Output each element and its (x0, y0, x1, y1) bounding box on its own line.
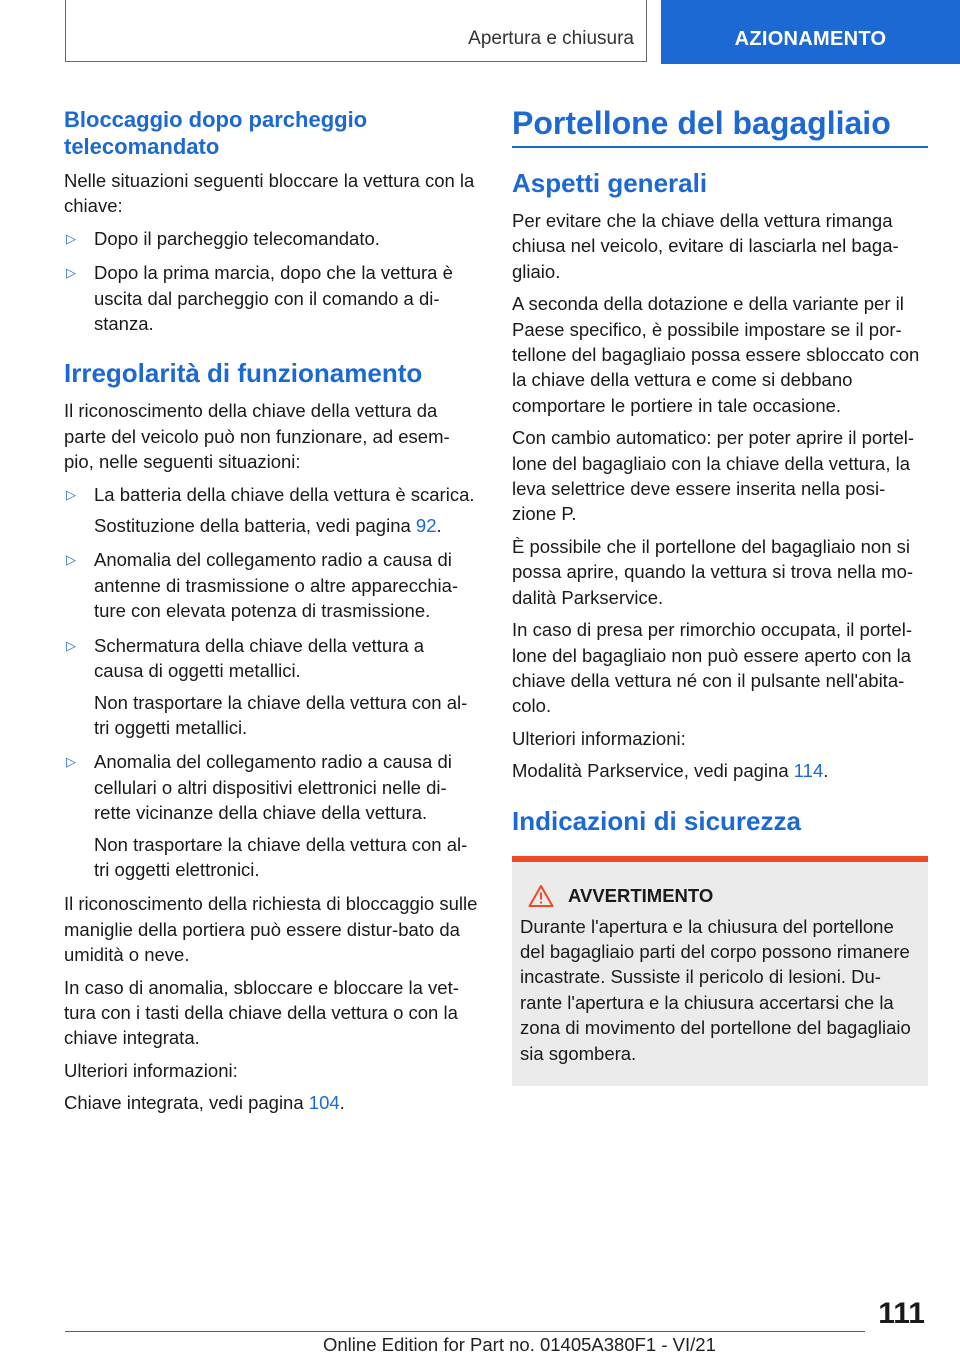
heading-safety: Indicazioni di sicurezza (512, 805, 801, 836)
bullet-triangle-icon: ▷ (66, 637, 76, 653)
chapter-tab[interactable]: AZIONAMENTO (661, 0, 960, 64)
paragraph: A seconda della dotazione e della variante per il Paese specifico, è possibile impostare se il por-tellone del bagagliaio possa essere sbloccato con la chiave della vettura e come si debbano comportare le portiere in tale occasione. (512, 293, 920, 416)
bullet-triangle-icon: ▷ (66, 754, 76, 770)
footer-divider (65, 1331, 865, 1332)
heading-malfunction: Irregolarità di funzionamento (64, 358, 423, 389)
warning-triangle-icon (528, 884, 554, 908)
bullet-list (64, 226, 478, 337)
page-link[interactable]: 92 (415, 515, 437, 537)
right-column (512, 100, 928, 1086)
page-link[interactable]: 114 (793, 760, 824, 782)
paragraph: Modalità Parkservice, vedi pagina 114. (512, 760, 829, 782)
heading-remote-parking: Bloccaggio dopo parcheggio telecomandato (64, 107, 368, 159)
paragraph: Ulteriori informazioni: (64, 1059, 238, 1081)
bullet-triangle-icon: ▷ (66, 552, 76, 568)
paragraph: Ulteriori informazioni: (512, 727, 686, 749)
paragraph: Il riconoscimento della richiesta di bloccaggio sulle maniglie della portiera può essere distur-bato da umidità o neve. (64, 893, 478, 966)
bullet-triangle-icon: ▷ (66, 486, 76, 502)
list-item: ▷ Anomalia del collegamento radio a causa di antenne di trasmissione o altre apparecchia-ture con elevata potenza di trasmissione. (66, 549, 459, 622)
sub-paragraph: Non trasportare la chiave della vettura con al-tri oggetti elettronici. (94, 833, 468, 880)
bullet-list (64, 482, 478, 883)
sub-paragraph: Sostituzione della batteria, vedi pagina 92. (94, 515, 442, 537)
list-item: ▷ Anomalia del collegamento radio a causa di cellulari o altri dispositivi elettronici nelle di-rette vicinanze della chiave della vettura. Non trasportare la chiave della vettura con al-tri oggetti elettronici. (64, 749, 478, 882)
paragraph: Con cambio automatico: per poter aprire il portel-lone del bagagliaio con la chiave della vettura, la leva selettrice deve essere inserita nella posi-zione P. (512, 427, 915, 525)
bullet-triangle-icon: ▷ (66, 265, 76, 281)
list-item: ▷ Dopo la prima marcia, dopo che la vettura è uscita dal parcheggio con il comando a di-stanza. (66, 262, 453, 335)
paragraph: In caso di presa per rimorchio occupata, il portel-lone del bagagliaio non può essere aperto con la chiave della vettura né con il pulsante nell'abita-colo. (512, 619, 912, 717)
paragraph: In caso di anomalia, sbloccare e bloccare la vet-tura con i tasti della chiave della vettura o con la chiave integrata. (64, 976, 459, 1049)
warning-title: AVVERTIMENTO (568, 884, 714, 906)
page-number: 111 (878, 1297, 925, 1330)
footer-edition: Online Edition for Part no. 01405A380F1 - VI/21 (323, 1334, 716, 1355)
warning-text: Durante l'apertura e la chiusura del portellone del bagagliaio parti del corpo possono rimanere incastrate. Sussiste il pericolo di lesioni. Du-rante l'apertura e la chiusura accertarsi che la zona di movimento del portellone del bagagliaio sia sgombera. (520, 915, 911, 1064)
heading-tailgate: Portellone del bagagliaio (512, 100, 928, 148)
paragraph: Nelle situazioni seguenti bloccare la vettura con la chiave: (64, 170, 475, 217)
header-section-title: Apertura e chiusura (468, 28, 634, 49)
page-link[interactable]: 104 (308, 1092, 340, 1114)
sub-paragraph: Non trasportare la chiave della vettura con al-tri oggetti metallici. (94, 691, 468, 738)
paragraph: È possibile che il portellone del bagagliaio non si possa aprire, quando la vettura si trova nella mo-dalità Parkservice. (512, 535, 914, 608)
list-item: ▷ Dopo il parcheggio telecomandato. (64, 226, 478, 251)
paragraph: Il riconoscimento della chiave della vettura da parte del veicolo può non funzionare, ad esem-pio, nelle seguenti situazioni: (64, 400, 450, 473)
left-column (64, 100, 478, 1123)
heading-general: Aspetti generali (512, 168, 708, 198)
warning-box (512, 856, 928, 1086)
list-item: ▷ La batteria della chiave della vettura è scarica. Sostituzione della batteria, vedi pagina 92. (64, 482, 478, 539)
list-item: ▷ Schermatura della chiave della vettura a causa di oggetti metallici. Non trasportare la chiave della vettura con al-tri oggetti metallici. (64, 633, 478, 741)
bullet-triangle-icon: ▷ (66, 230, 76, 246)
paragraph: Per evitare che la chiave della vettura rimanga chiusa nel veicolo, evitare di lasciarla nel baga-gliaio. (512, 210, 899, 282)
paragraph: Chiave integrata, vedi pagina 104. (64, 1092, 345, 1114)
